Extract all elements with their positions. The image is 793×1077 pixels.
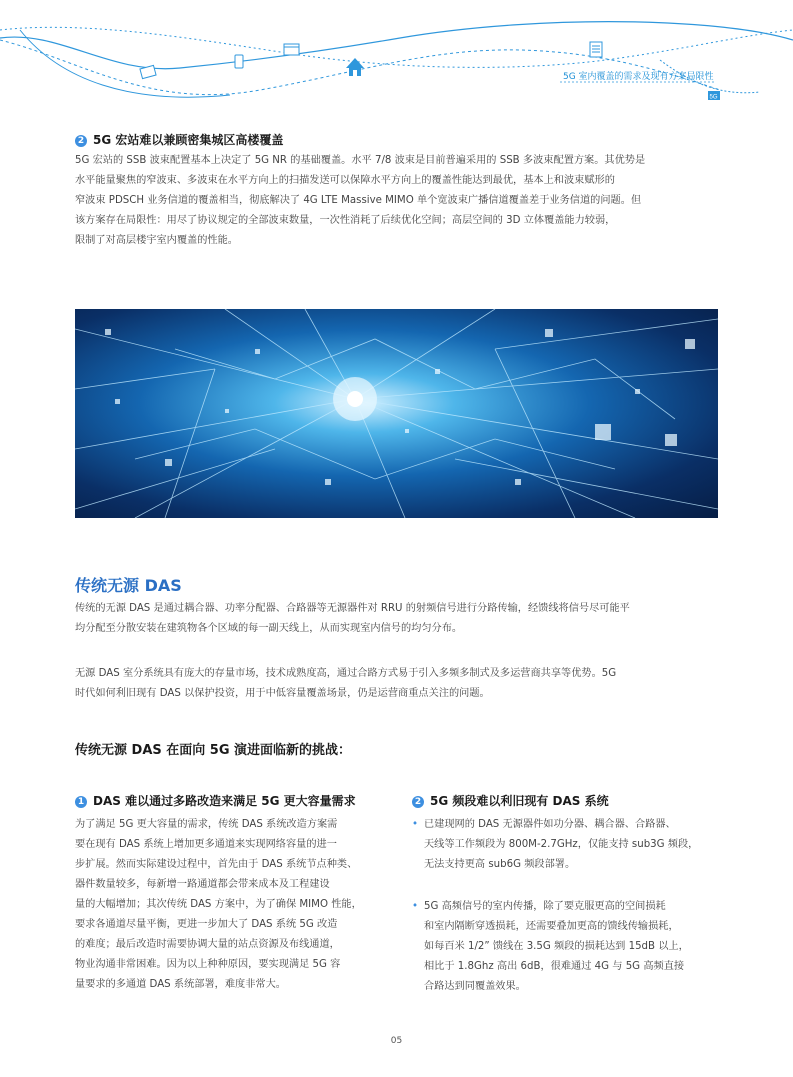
paragraph-line: 和室内隔断穿透损耗，还需要叠加更高的馈线传输损耗， [424,921,679,932]
paragraph-line: 无法支持更高 sub6G 频段部署。 [424,859,576,870]
das-heading: 传统无源 DAS [75,576,182,595]
5g-badge-icon [708,91,720,101]
paragraph-line: 水平能量聚焦的窄波束、多波束在水平方向上的扫描发送可以保障水平方向上的覆盖性能达到最优，基本上和波束赋形的 [75,175,615,186]
section-number-badge: 2 [412,796,424,808]
challenge-heading: 传统无源 DAS 在面向 5G 演进面临新的挑战： [75,743,352,758]
bullet-item [412,897,732,997]
paragraph-line: 步扩展。然而实际建设过程中，首先由于 DAS 系统节点种类、 [75,859,358,870]
paragraph-line: 为了满足 5G 更大容量的需求，传统 DAS 系统改造方案需 [75,819,338,830]
bullet-item [412,815,732,875]
paragraph-line: 合路达到同覆盖效果。 [424,981,526,992]
macro-paragraph [75,151,725,251]
section-number-badge: 2 [75,135,87,147]
paragraph-line: 量的大幅增加；其次传统 DAS 方案中，为了确保 MIMO 性能， [75,899,362,910]
challenge-right-heading [412,790,732,809]
paragraph-line: 物业沟通非常困难。因为以上种种原因，要实现满足 5G 容 [75,959,341,970]
header-section-title: 5G 室内覆盖的需求及现有方案局限性 [563,72,714,82]
paragraph-line: 该方案存在局限性：用尽了协议规定的全部波束数量，一次性消耗了后续优化空间；高层空间的 3D 立体覆盖能力较弱， [75,215,616,226]
paragraph-line: 的难度；最后改造时需要协调大量的站点资源及布线通道， [75,939,340,950]
challenge-left-heading-text: DAS 难以通过多路改造来满足 5G 更大容量需求 [93,794,356,808]
macro-heading-text: 5G 宏站难以兼顾密集城区高楼覆盖 [93,133,284,147]
challenge-right-column [412,790,732,997]
macro-heading [75,129,283,148]
paragraph-line: 限制了对高层楼宇室内覆盖的性能。 [75,235,238,246]
browser-icon [284,44,299,55]
paragraph-line: 窄波束 PDSCH 业务信道的覆盖相当，彻底解决了 4G LTE Massive MIMO 单个宽波束广播信道覆盖差于业务信道的问题。但 [75,195,642,206]
challenge-left-heading [75,790,405,809]
phone-icon [235,55,243,68]
svg-text:5G: 5G [709,94,718,101]
paragraph-line: 器件数量较多，每新增一路通道都会带来成本及工程建设 [75,879,330,890]
paragraph-line: 传统的无源 DAS 是通过耦合器、功率分配器、合路器等无源器件对 RRU 的射频信号进行分路传输，经馈线将信号尽可能平 [75,603,630,614]
section-number-badge: 1 [75,796,87,808]
das-paragraph-1 [75,599,725,639]
paragraph-line: 天线等工作频段为 800M-2.7GHz，仅能支持 sub3G 频段， [424,839,699,850]
network-abstract-image [75,309,718,518]
paragraph-line: 要求各通道尽量平衡，更进一步加大了 DAS 系统 5G 改造 [75,919,338,930]
page-number: 05 [390,1036,403,1046]
paragraph-line: 如每百米 1/2” 馈线在 3.5G 频段的损耗达到 15dB 以上， [424,941,689,952]
header-decoration [0,0,793,110]
challenge-right-heading-text: 5G 频段难以利旧现有 DAS 系统 [430,794,609,808]
document-icon [590,42,602,57]
paragraph-line: 要在现有 DAS 系统上增加更多通道来实现网络容量的进一 [75,839,337,850]
paragraph-line: 5G 宏站的 SSB 波束配置基本上决定了 5G NR 的基础覆盖。水平 7/8 波束是目前普遍采用的 SSB 多波束配置方案。其优势是 [75,155,646,166]
paragraph-line: 无源 DAS 室分系统具有庞大的存量市场，技术成熟度高，通过合路方式易于引入多频多制式及多运营商共享等优势。5G [75,668,617,679]
challenge-left-column [75,790,405,995]
paragraph-line: • 5G 高频信号的室内传播，除了要克服更高的空间损耗 [424,901,666,912]
paragraph-line: 相比于 1.8Ghz 高出 6dB，很难通过 4G 与 5G 高频直接 [424,961,685,972]
paragraph-line: 量要求的多通道 DAS 系统部署，难度非常大。 [75,979,286,990]
paragraph-line: • 已建现网的 DAS 无源器件如功分器、耦合器、合路器、 [424,819,676,830]
paragraph-line: 时代如何利旧现有 DAS 以保护投资，用于中低容量覆盖场景，仍是运营商重点关注的问题。 [75,688,490,699]
paragraph-line: 均分配至分散安装在建筑物各个区域的每一副天线上，从而实现室内信号的均匀分布。 [75,623,463,634]
challenge-right-bullets [412,815,732,997]
das-paragraph-2 [75,664,725,704]
